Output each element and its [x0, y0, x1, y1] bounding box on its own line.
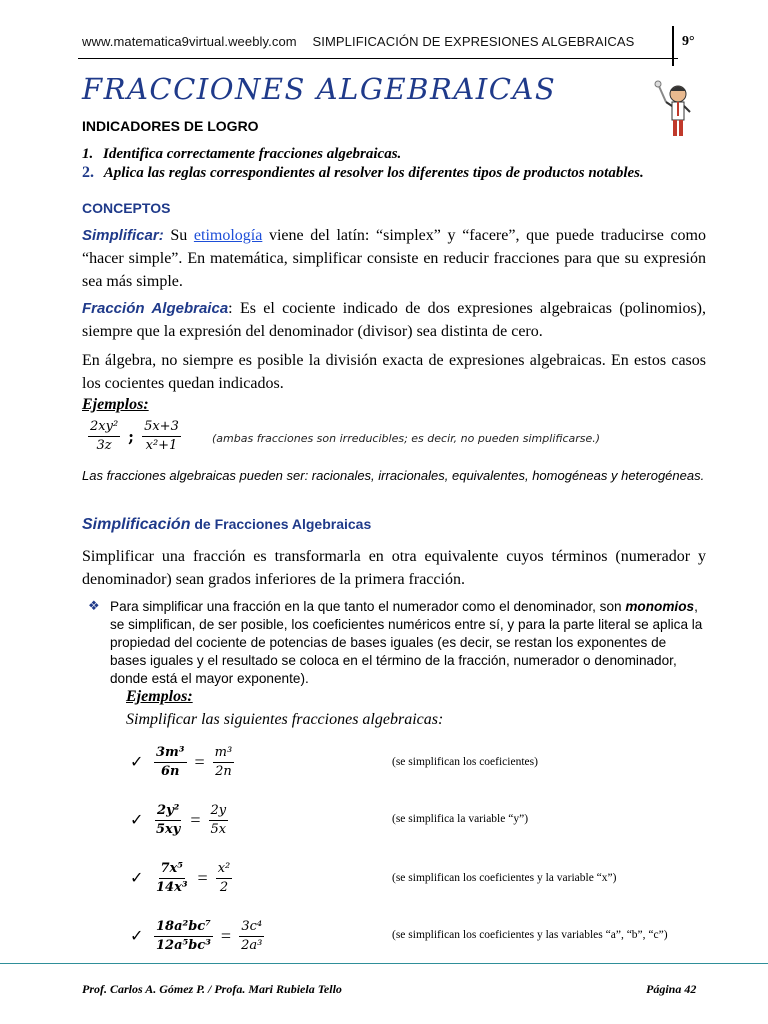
lhs-fraction: [154, 918, 213, 955]
fraccion-rest: : Es el cociente indicado de dos expresiones algebraicas (polinomios), siempre que la expresión del denominador (divisor) sea distinta de cero.: [82, 300, 706, 340]
page-number: Página 42: [646, 982, 697, 996]
example-row: [130, 853, 232, 903]
fraction-numerator: 7x⁵: [159, 860, 186, 879]
page-title: FRACCIONES ALGEBRAICAS: [82, 72, 557, 106]
example-note: (se simplifican los coeficientes y la variable “x”): [392, 872, 617, 884]
example-fraction-2: [142, 418, 181, 455]
diamond-bullet-icon: ❖: [88, 598, 100, 613]
example-note: (se simplifican los coeficientes): [392, 756, 538, 768]
conceptos-heading: CONCEPTOS: [82, 200, 171, 216]
fraccion-paragraph: [82, 297, 706, 343]
instruction-text: Simplificar las siguientes fracciones algebraicas:: [126, 711, 444, 728]
goal-number-1: 1.: [82, 146, 94, 162]
equals-sign: =: [190, 809, 201, 830]
simplificacion-heading: [82, 516, 371, 534]
fraction-denominator: 6n: [161, 763, 180, 779]
lhs-fraction: [154, 802, 182, 839]
goal-text-2: Aplica las reglas correspondientes al resolver los diferentes tipos de productos notables.: [103, 165, 644, 181]
header-site: www.matematica9virtual.weebly.com: [82, 34, 297, 49]
check-icon: ✓: [130, 754, 144, 771]
goal-number-2: 2.: [82, 164, 94, 181]
ejemplos-heading-1: Ejemplos:: [82, 396, 149, 413]
footer-divider: [0, 963, 768, 964]
header-divider: [78, 58, 678, 59]
monomios-term: monomios: [625, 599, 695, 614]
goal-item-1: [82, 146, 401, 163]
grade-label: 9°: [682, 34, 695, 49]
example-note: (se simplifica la variable “y”): [392, 813, 529, 825]
fraction-denominator: 5x: [210, 821, 227, 837]
monomios-rule: [110, 598, 706, 688]
fraction-denominator: 2a³: [241, 937, 263, 953]
rhs-fraction: [213, 744, 235, 781]
goal-item-2: [82, 164, 644, 182]
fraction-denominator: x²+1: [145, 438, 178, 453]
fraction-denominator: 12a⁵bc³: [156, 937, 211, 953]
monomios-rule-post: , se simplifican, de ser posible, los coeficientes numéricos entre sí, y para la parte literal se aplica la propiedad del cociente de potencias de bases iguales (es decir, se restan los exponentes de bases iguales y el resultado se coloca en el término de la fracción, numerador o denominador, donde está el mayor exponente).: [110, 599, 703, 686]
rhs-fraction: [209, 802, 229, 839]
fraction-numerator: 18a²bc⁷: [154, 918, 213, 937]
check-icon: ✓: [130, 928, 144, 945]
lhs-fraction: [154, 860, 190, 897]
ejemplos-heading-2: Ejemplos:: [126, 688, 193, 705]
fraction-numerator: m³: [213, 744, 235, 763]
algebra-paragraph: En álgebra, no siempre es posible la división exacta de expresiones algebraicas. En estos casos los cocientes quedan indicados.: [82, 352, 706, 392]
simplificacion-heading-rest: de Fracciones Algebraicas: [190, 516, 372, 532]
grade-divider: [672, 26, 674, 66]
header-bar: [82, 34, 634, 49]
simplificacion-heading-main: Simplificación: [82, 516, 191, 533]
check-icon: ✓: [130, 870, 144, 887]
check-icon: ✓: [130, 812, 144, 829]
fraction-denominator: 2n: [215, 763, 232, 779]
fraction-numerator: 2xy²: [88, 418, 120, 437]
teacher-illustration-icon: [648, 80, 702, 140]
simplificar-term: Simplificar:: [82, 227, 164, 244]
fraction-denominator: 2: [219, 879, 229, 895]
equals-sign: =: [197, 867, 208, 888]
fraction-denominator: 14x³: [156, 879, 188, 895]
fraction-numerator: 3c⁴: [239, 918, 264, 937]
simplificar-pre: Su: [163, 227, 194, 244]
rhs-fraction: [216, 860, 233, 897]
simplificar-rest: viene del latín: “simplex” y “facere”, que puede traducirse como “hacer simple”. En matemática, simplificar consiste en reducir fracciones para que su expresión sea más simple.: [82, 227, 706, 290]
fraction-numerator: 2y: [209, 802, 229, 821]
fraction-numerator: 5x+3: [142, 418, 181, 437]
rhs-fraction: [239, 918, 264, 955]
simplificacion-intro: Simplificar una fracción es transformarla en otra equivalente cuyos términos (numerador y denominador) sean grados inferiores de la primera fracción.: [82, 548, 706, 588]
goal-text-1: Identifica correctamente fracciones algebraicas.: [103, 146, 402, 162]
fraction-numerator: x²: [216, 860, 233, 879]
footer-authors: Prof. Carlos A. Gómez P. / Profa. Mari Rubiela Tello: [82, 982, 342, 996]
etimologia-link[interactable]: etimología: [193, 227, 263, 244]
header-topic: SIMPLIFICACIÓN DE EXPRESIONES ALGEBRAICAS: [312, 34, 635, 49]
lhs-fraction: [154, 744, 187, 781]
fraction-numerator: 3m³: [154, 744, 187, 763]
simplificar-paragraph: [82, 224, 706, 293]
fraction-denominator: 5xy: [156, 821, 181, 837]
example-fraction-1: [88, 418, 120, 455]
example-separator: ;: [128, 427, 135, 446]
monomios-rule-pre: Para simplificar una fracción en la que tanto el numerador como el denominador, son: [110, 599, 626, 614]
indicadores-heading: INDICADORES DE LOGRO: [82, 118, 259, 134]
example-row: [130, 911, 264, 961]
example-row: [130, 737, 234, 787]
example-note: (se simplifican los coeficientes y las variables “a”, “b”, “c”): [392, 929, 668, 941]
irreducible-note: (ambas fracciones son irreducibles; es decir, no pueden simplificarse.): [212, 432, 601, 445]
irreducible-examples: [88, 418, 181, 455]
fraccion-term: Fracción Algebraica: [82, 300, 229, 317]
fraction-types-text: Las fracciones algebraicas pueden ser: racionales, irracionales, equivalentes, homogéneas y heterogéneas.: [82, 468, 705, 483]
fraction-numerator: 2y²: [155, 802, 181, 821]
equals-sign: =: [194, 751, 205, 772]
fraction-denominator: 3z: [96, 438, 112, 453]
equals-sign: =: [220, 925, 232, 946]
example-row: [130, 795, 228, 845]
